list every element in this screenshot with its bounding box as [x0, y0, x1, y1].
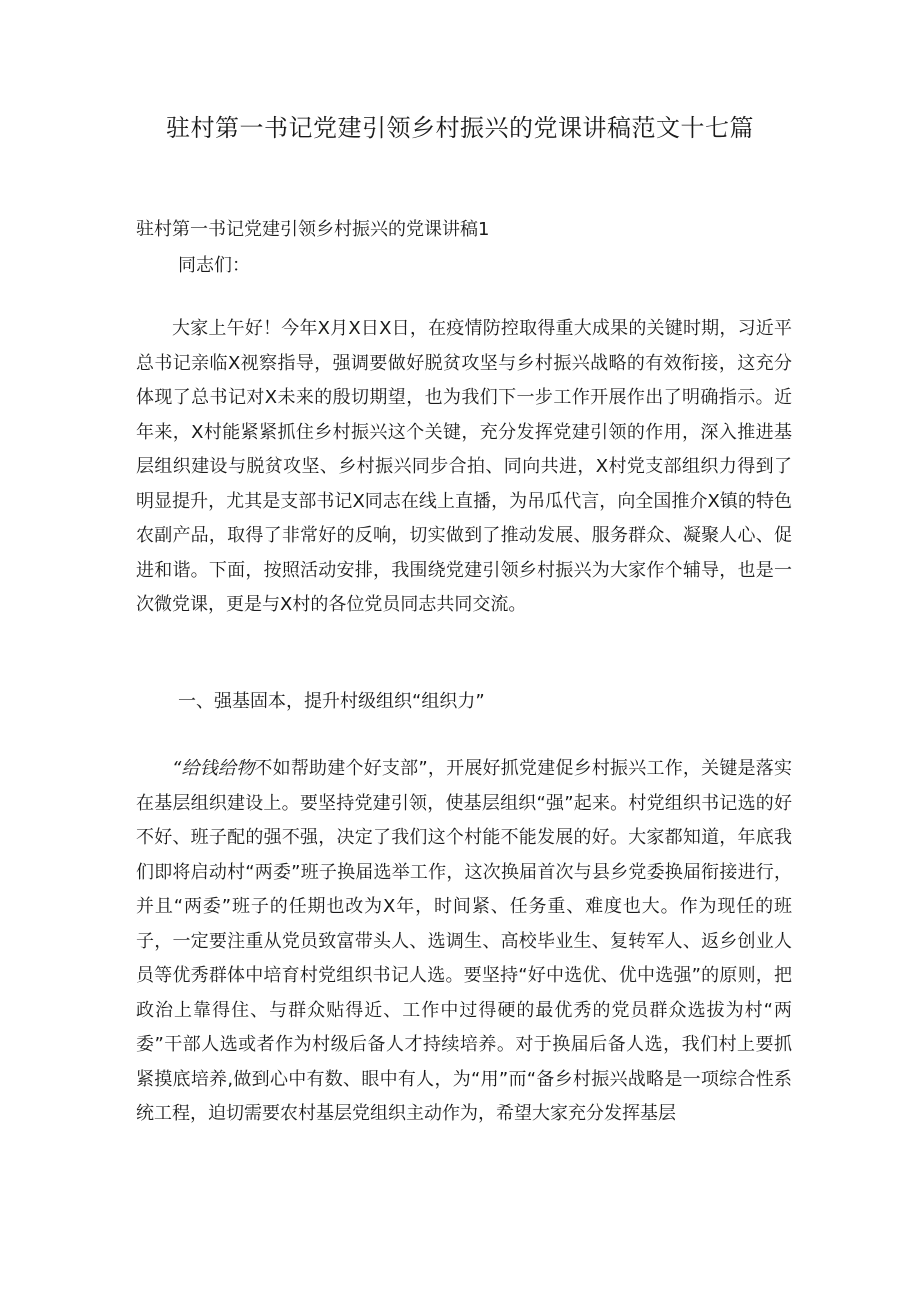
document-title: 驻村第一书记党建引领乡村振兴的党课讲稿范文十七篇 — [166, 114, 754, 142]
lecture-subtitle: 驻村第一书记党建引领乡村振兴的党课讲稿1 — [136, 219, 490, 240]
quote-fragment: “给钱给物 — [172, 758, 255, 779]
paragraph-section-1 — [136, 752, 792, 1132]
greeting: 同志们： — [178, 255, 250, 276]
paragraph-opening: 大家上午好！今年X月X日X日，在疫情防控取得重大成果的关键时期，习近平总书记亲临X视察指导，强调要做好脱贫攻坚与乡村振兴战略的有效衔接，这充分体现了总书记对X未来的殷切期望，也为我们下一步工作开展作出了明确指示。近年来，X村能紧紧抓住乡村振兴这个关键，充分发挥党建引领的作用，深入推进基层组织建设与脱贫攻坚、乡村振兴同步合拍、同向共进，X村党支部组织力得到了明显提升，尤其是支部书记X同志在线上直播，为吊瓜代言，向全国推介X镇的特色农副产品，取得了非常好的反响，切实做到了推动发展、服务群众、凝聚人心、促进和谐。下面，按照活动安排，我围绕党建引领乡村振兴为大家作个辅导，也是一次微党课，更是与X村的各位党员同志共同交流。 — [136, 318, 792, 615]
paragraph-section-1-text: 不如帮助建个好支部”，开展好抓党建促乡村振兴工作，关键是落实在基层组织建设上。要坚持党建引领，使基层组织“强”起来。村党组织书记选的好不好、班子配的强不强，决定了我们这个村能不能发展的好。大家都知道，年底我们即将启动村“两委”班子换届选举工作，这次换届首次与县乡党委换届衔接进行，并且“两委”班子的任期也改为X年，时间紧、任务重、难度也大。作为现任的班子，一定要注重从党员致富带头人、选调生、高校毕业生、复转军人、返乡创业人员等优秀群体中培育村党组织书记人选。要坚持“好中选优、优中选强”的原则，把政治上靠得住、与群众贴得近、工作中过得硬的最优秀的党员群众选拔为村“两委”干部人选或者作为村级后备人才持续培养。对于换届后备人选，我们村上要抓紧摸底培养,做到心中有数、眼中有人，为“用”而“备乡村振兴战略是一项综合性系统工程，迫切需要农村基层党组织主动作为，希望大家充分发挥基层 — [136, 758, 792, 1124]
section-heading-1: 一、强基固本，提升村级组织“组织力” — [178, 691, 485, 712]
